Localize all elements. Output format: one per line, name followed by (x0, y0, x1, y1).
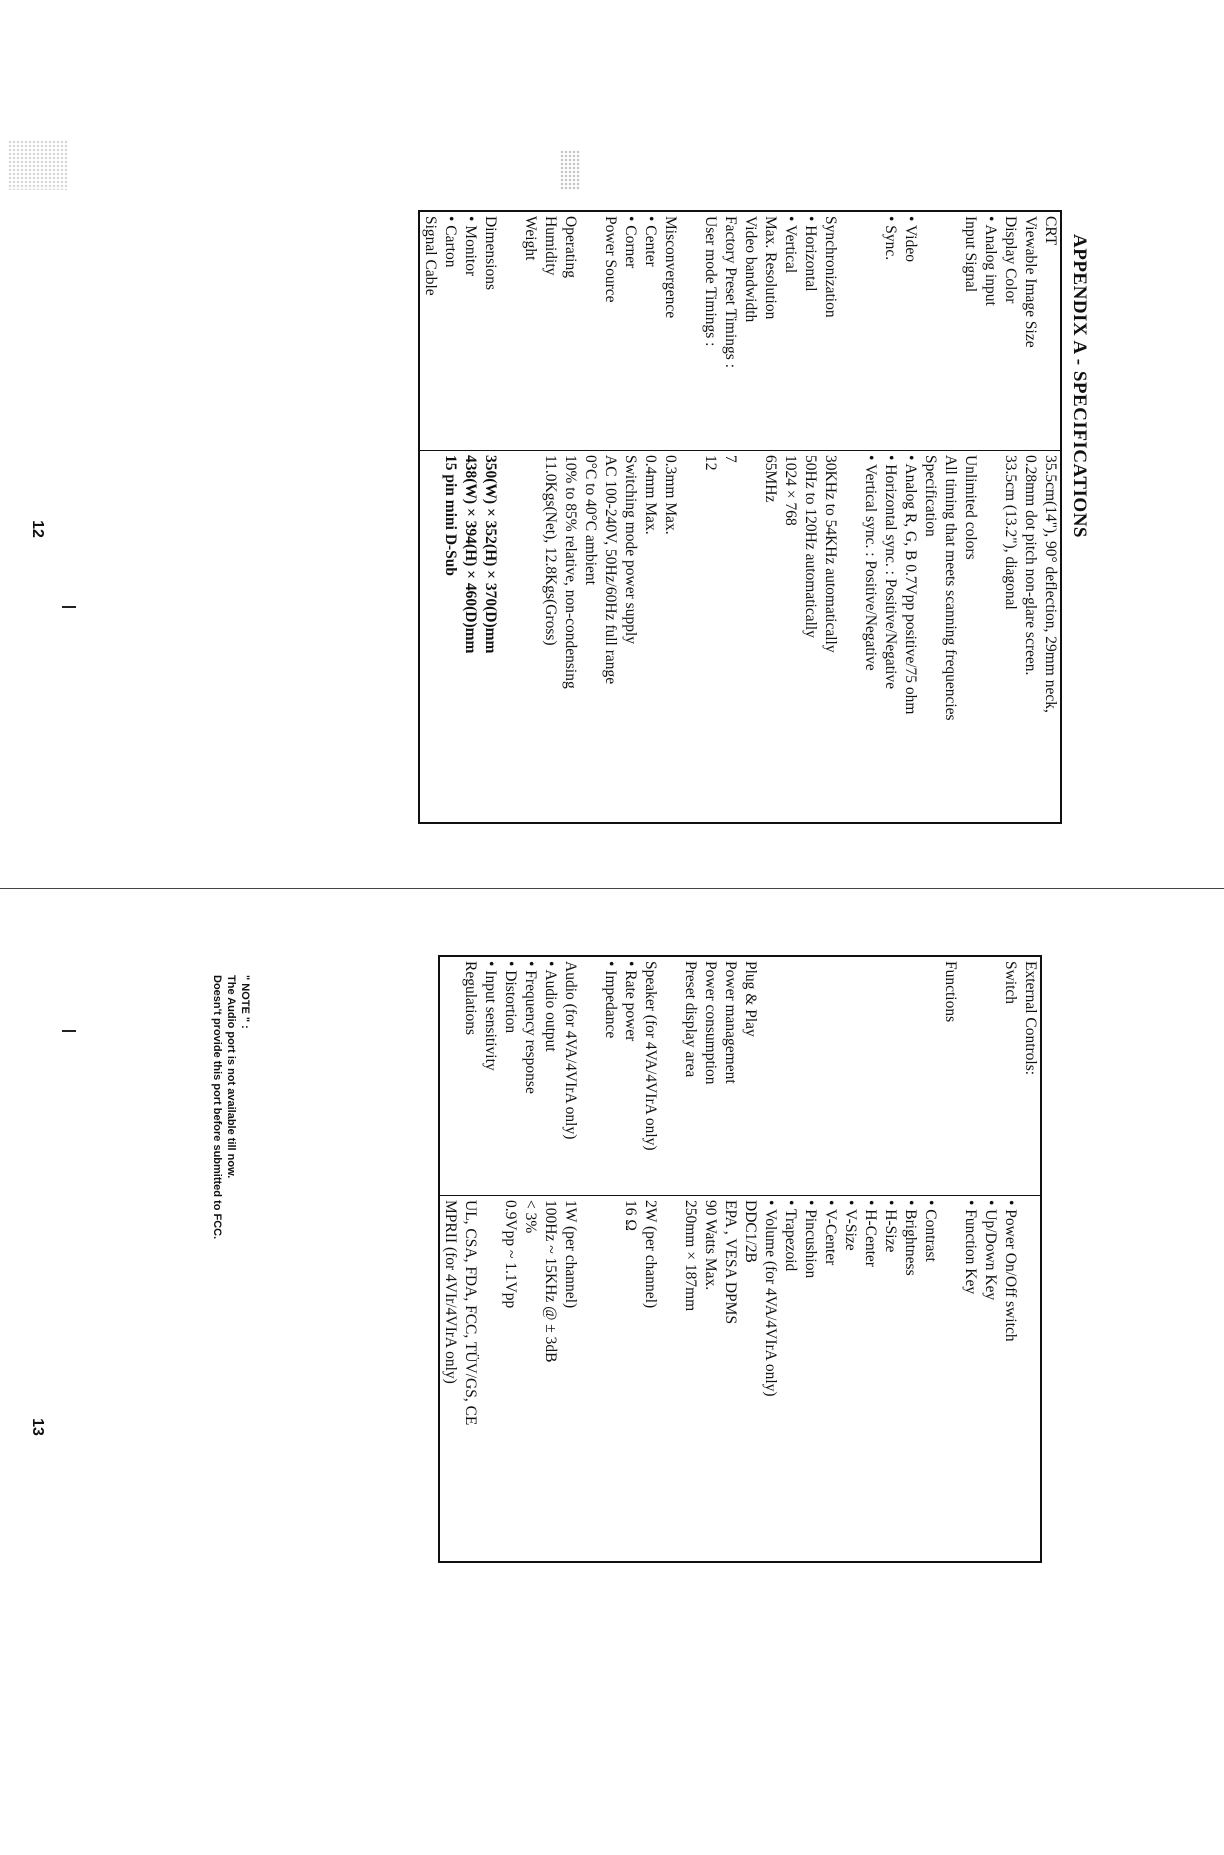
spec-value: 30KHz to 54KHz automatically (822, 455, 839, 653)
spec-label: Power consumption (700, 956, 720, 1196)
spec-value: 250mm × 187mm (682, 1200, 699, 1312)
spec-label: • Horizontal (800, 211, 820, 451)
spec-value (480, 1196, 500, 1563)
table-row (740, 956, 760, 1562)
spec-label: Preset display area (680, 956, 700, 1196)
spec-value: 12 (702, 455, 719, 471)
spec-value: 0.4mm Max. (642, 455, 659, 535)
spec-value (500, 451, 520, 824)
spec-value: Switching mode power supply (622, 455, 639, 644)
spec-label (800, 956, 820, 1196)
spec-value: Unlimited colors (962, 455, 979, 560)
table-row (680, 956, 700, 1562)
spec-value: 33.5cm (13.2"), diagonal (1002, 455, 1019, 610)
spec-value: EPA , VESA DPMS (722, 1200, 739, 1325)
table-row (820, 956, 840, 1562)
spec-label (680, 211, 700, 451)
spec-value: • V-Center (822, 1200, 839, 1266)
table-row (960, 211, 980, 823)
table-row (520, 956, 540, 1562)
table-row (840, 211, 860, 823)
note (210, 975, 252, 1239)
spec-label: Humidity (540, 211, 560, 451)
scan-speck (8, 140, 68, 190)
spec-value: • Up/Down Key (982, 1200, 999, 1301)
table-row (500, 211, 520, 823)
spec-label: Input Signal (960, 211, 980, 451)
spec-value: • H-Size (882, 1200, 899, 1253)
spec-label: • Analog input (980, 211, 1000, 451)
table-row (560, 956, 580, 1562)
spec-label: Functions (940, 956, 960, 1196)
spec-label: Max. Resolution (760, 211, 780, 451)
spec-label (660, 956, 680, 1196)
spec-value: < 3% (522, 1200, 539, 1234)
table-row (700, 956, 720, 1562)
table-row (800, 956, 820, 1562)
spec-label (880, 956, 900, 1196)
table-row (640, 211, 660, 823)
spec-value: • V-Size (842, 1200, 859, 1251)
table-row (620, 211, 640, 823)
spec-label (980, 956, 1000, 1196)
spec-label: • Input sensitivity (480, 956, 500, 1196)
margin-mark (62, 1030, 76, 1032)
table-row (920, 956, 940, 1562)
page-number-12: 12 (28, 520, 46, 538)
table-row (600, 956, 620, 1562)
table-row (439, 956, 460, 1562)
spec-label: • Audio output (540, 956, 560, 1196)
spec-value: • Brightness (902, 1200, 919, 1276)
spec-value: 35.5cm(14"), 90° deflection, 29mm neck, (1042, 455, 1059, 713)
table-row (900, 211, 920, 823)
spec-value: 16 Ω (622, 1200, 639, 1231)
table-row (960, 956, 980, 1562)
spec-label (920, 956, 940, 1196)
spec-value (600, 1196, 620, 1563)
spec-value: 15 pin mini D-Sub (442, 455, 459, 577)
spec-value (680, 451, 700, 824)
spec-label (900, 956, 920, 1196)
table-row (880, 956, 900, 1562)
table-row (640, 956, 660, 1562)
spec-label (840, 956, 860, 1196)
table-row (940, 956, 960, 1562)
table-row (920, 211, 940, 823)
spec-value: 1024 × 768 (782, 455, 799, 526)
spec-value: AC 100-240V, 50Hz/60Hz full range (602, 455, 619, 685)
spec-label: Weight (520, 211, 540, 451)
table-row (820, 211, 840, 823)
spec-value: DDC1/2B (742, 1200, 759, 1263)
spec-value (940, 1196, 960, 1563)
table-row (560, 211, 580, 823)
table-row (500, 956, 520, 1562)
spec-value: 1W (per channel) (562, 1200, 579, 1309)
table-row (720, 956, 740, 1562)
spec-value (840, 451, 860, 824)
spec-value: 0.28mm dot pitch non-glare screen. (1022, 455, 1039, 676)
spec-label: Viewable Image Size (1020, 211, 1040, 451)
spec-value: 10% to 85% relative, non-condensing (562, 455, 579, 689)
spec-label (960, 956, 980, 1196)
spec-value: • Volume (for 4VA/4VIrA only) (762, 1200, 779, 1397)
spec-label (860, 211, 880, 451)
spec-label: • Carton (440, 211, 460, 451)
spec-label: Power Source (600, 211, 620, 451)
table-row (900, 956, 920, 1562)
spec-value: 7 (722, 455, 739, 463)
spec-value: 0.9Vpp ~ 1.1Vpp (502, 1200, 519, 1309)
spec-label: Regulations (460, 956, 480, 1196)
page-number-13: 13 (28, 1418, 46, 1436)
table-row (980, 956, 1000, 1562)
table-row (580, 956, 600, 1562)
table-row (419, 211, 440, 823)
spec-label: • Frequency response (520, 956, 540, 1196)
spec-value (419, 451, 440, 824)
spec-value: UL, CSA, FDA, FCC, TÜV/GS, CE (462, 1200, 479, 1426)
table-row (780, 211, 800, 823)
table-row (860, 211, 880, 823)
spec-label (840, 211, 860, 451)
table-row (660, 211, 680, 823)
spec-value: 50Hz to 120Hz automatically (802, 455, 819, 638)
spec-label: • Impedance (600, 956, 620, 1196)
table-row (760, 956, 780, 1562)
table-row (480, 956, 500, 1562)
spec-label (940, 211, 960, 451)
spec-label: Synchronization (820, 211, 840, 451)
table-row (680, 211, 700, 823)
spec-label: Speaker (for 4VA/4VIrA only) (640, 956, 660, 1196)
spec-value: • Pincushion (802, 1200, 819, 1279)
scan-speck (560, 150, 580, 190)
spec-label: Power management (720, 956, 740, 1196)
page-title: APPENDIX A - SPECIFICATIONS (1069, 234, 1090, 538)
spec-label: External Controls: (1020, 956, 1041, 1196)
spec-label: • Vertical (780, 211, 800, 451)
table-row (1020, 956, 1041, 1562)
spec-label (439, 956, 460, 1196)
spec-value (660, 1196, 680, 1563)
note-line-1: The Audio port is not available till now. (225, 975, 237, 1179)
spec-value (580, 1196, 600, 1563)
table-row (700, 211, 720, 823)
table-row (780, 956, 800, 1562)
spec-label: • Sync. (880, 211, 900, 451)
spec-value: • Horizontal sync. : Positive/Negative (882, 455, 899, 690)
spec-value: MPRII (for 4VIr/4VIrA only) (442, 1200, 459, 1384)
page-13 (211, 955, 1224, 1855)
spec-label: Signal Cable (419, 211, 440, 451)
table-row (1040, 211, 1061, 823)
spec-label (860, 956, 880, 1196)
table-row (1000, 211, 1020, 823)
spec-label: Operating (560, 211, 580, 451)
spec-value: • Trapezoid (782, 1200, 799, 1272)
note-line-2: Doesn't provide this port before submitted to FCC. (211, 975, 223, 1240)
spec-value: • Contrast (922, 1200, 939, 1262)
spec-label: Misconvergence (660, 211, 680, 451)
table-row (740, 211, 760, 823)
specifications-table-p12 (418, 210, 1062, 824)
specifications-table-p13 (438, 955, 1042, 1563)
spec-value (520, 451, 540, 824)
spec-label: Display Color (1000, 211, 1020, 451)
spec-label: Plug & Play (740, 956, 760, 1196)
table-row (800, 211, 820, 823)
table-row (860, 956, 880, 1562)
spec-value: 438(W) × 394(H) × 460(D)mm (462, 455, 479, 654)
spec-value: Specification (922, 455, 939, 537)
spec-label: • Monitor (460, 211, 480, 451)
spec-label: Factory Preset Timings : (720, 211, 740, 451)
spec-value: • Power On/Off switch (1002, 1200, 1019, 1342)
margin-mark (62, 606, 76, 608)
spec-value: 0.3mm Max. (662, 455, 679, 535)
spec-label: • Distortion (500, 956, 520, 1196)
spec-label: • Corner (620, 211, 640, 451)
spec-value: • H-Center (862, 1200, 879, 1267)
spec-value: 2W (per channel) (642, 1200, 659, 1309)
table-row (540, 211, 560, 823)
spec-value (980, 451, 1000, 824)
spec-value: 0°C to 40°C ambient (582, 455, 599, 585)
table-row (840, 956, 860, 1562)
spec-label: Audio (for 4VA/4VIrA only) (560, 956, 580, 1196)
spec-label: Video bandwidth (740, 211, 760, 451)
spec-label: • Rate power (620, 956, 640, 1196)
note-heading: " NOTE " : (239, 975, 251, 1029)
table-row (620, 956, 640, 1562)
spec-label (780, 956, 800, 1196)
table-row (480, 211, 500, 823)
page-divider (0, 888, 1224, 889)
table-row (580, 211, 600, 823)
table-row (720, 211, 740, 823)
spec-value: • Vertical sync. : Positive/Negative (862, 455, 879, 671)
table-row (660, 956, 680, 1562)
spec-value: 90 Watts Max. (702, 1200, 719, 1291)
table-row (460, 211, 480, 823)
table-row (520, 211, 540, 823)
spec-value (740, 451, 760, 824)
table-row (1000, 956, 1020, 1562)
spec-label: • Video (900, 211, 920, 451)
spec-value: 350(W) × 352(H) × 370(D)mm (482, 455, 499, 654)
table-row (980, 211, 1000, 823)
table-row (440, 211, 460, 823)
spec-label (580, 211, 600, 451)
table-row (940, 211, 960, 823)
spec-label: Switch (1000, 956, 1020, 1196)
table-row (880, 211, 900, 823)
spec-value: 11.0Kgs(Net), 12.8Kgs(Gross) (542, 455, 559, 646)
table-row (460, 956, 480, 1562)
spec-value: All timing that meets scanning frequencies (942, 455, 959, 721)
table-row (540, 956, 560, 1562)
spec-label: User mode Timings : (700, 211, 720, 451)
spec-value: • Analog R, G, B 0.7Vpp positive/75 ohm (902, 455, 919, 715)
spec-label (920, 211, 940, 451)
spec-label (580, 956, 600, 1196)
table-row (760, 211, 780, 823)
spec-label (760, 956, 780, 1196)
spec-value: 65MHz (762, 455, 779, 503)
spec-value: 100Hz ~ 15KHz @ ± 3dB (542, 1200, 559, 1363)
table-row (600, 211, 620, 823)
spec-label (820, 956, 840, 1196)
spec-value: • Function Key (962, 1200, 979, 1295)
spec-value (1020, 1196, 1041, 1563)
table-row (1020, 211, 1040, 823)
spec-label: Dimensions (480, 211, 500, 451)
spec-label: CRT (1040, 211, 1061, 451)
spec-label (500, 211, 520, 451)
spec-label: • Center (640, 211, 660, 451)
